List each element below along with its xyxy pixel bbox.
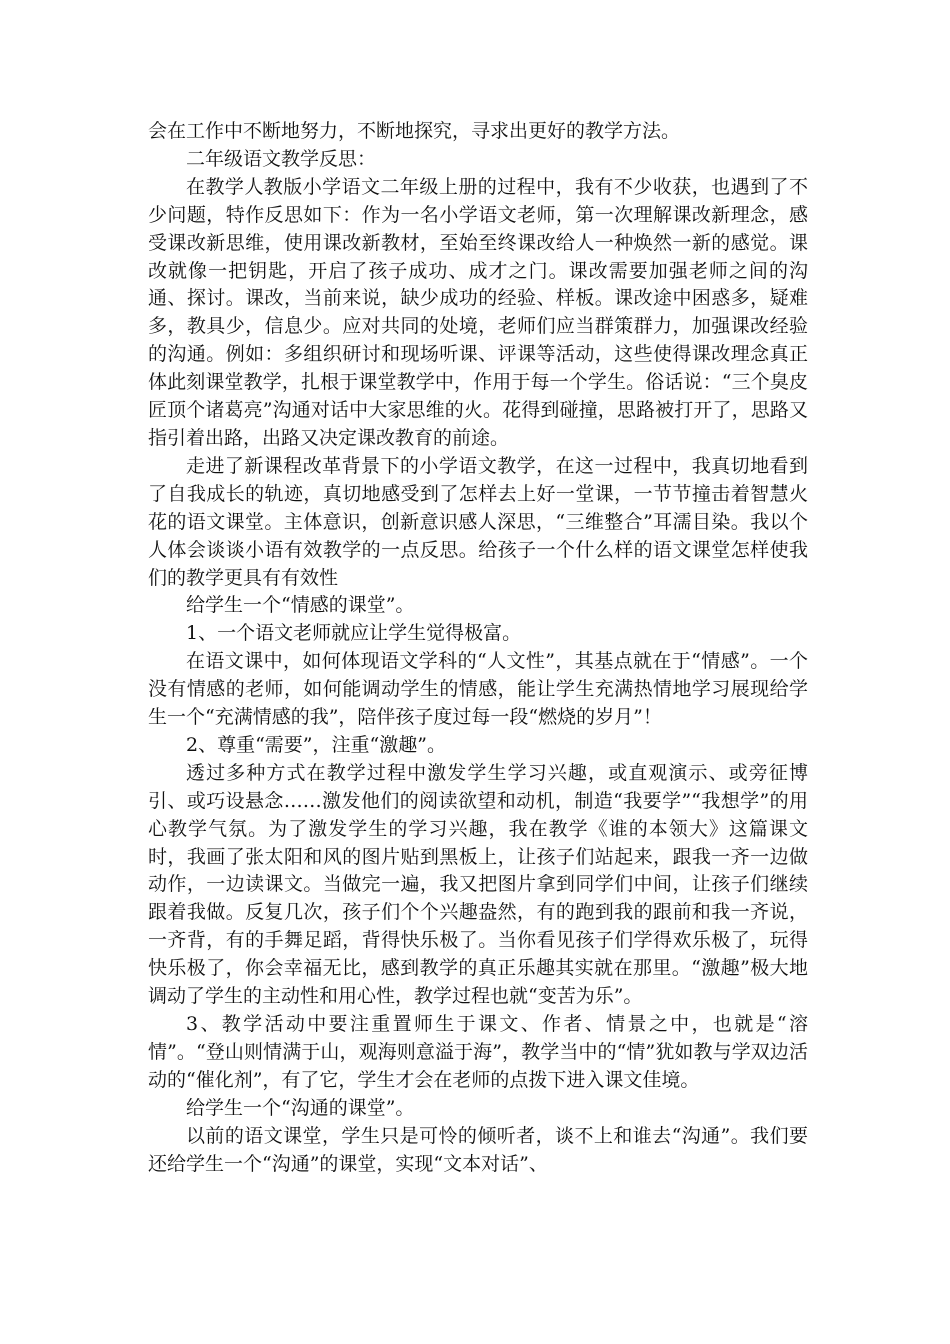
document-body <box>148 118 808 1178</box>
numbered-point: 2、尊重“需要”，注重“激趣”。 <box>186 733 446 756</box>
subheading: 给学生一个“沟通的课堂”。 <box>186 1096 415 1119</box>
numbered-point: 1、一个语文老师就应让学生觉得极富。 <box>186 622 522 645</box>
numbered-point: 3、教学活动中要注重置师生于课文、作者、情景之中，也就是“溶情”。“登山则情满于山，观海则意溢于海”，教学当中的“情”犹如教与学双边活动的“催化剂”，有了它，学生才会在老师的点拨下进入课文佳境。 <box>148 1013 808 1091</box>
section-heading: 二年级语文教学反思： <box>186 147 377 170</box>
paragraph: 走进了新课程改革背景下的小学语文教学，在这一过程中，我真切地看到了自我成长的轨迹，真切地感受到了怎样去上好一堂课，一节节撞击着智慧火花的语文课堂。主体意识，创新意识感人深思，“三维整合”耳濡目染。我以个人体会谈谈小语有效教学的一点反思。给孩子一个什么样的语文课堂怎样使我们的教学更具有有效性 <box>148 454 808 589</box>
subheading: 给学生一个“情感的课堂”。 <box>186 594 415 617</box>
paragraph: 以前的语文课堂，学生只是可怜的倾听者，谈不上和谁去“沟通”。我们要还给学生一个“沟通”的课堂，实现“文本对话”、 <box>148 1124 808 1175</box>
paragraph: 透过多种方式在教学过程中激发学生学习兴趣，或直观演示、或旁征博引、或巧设悬念……激发他们的阅读欲望和动机，制造“我要学”“我想学”的用心教学气氛。为了激发学生的学习兴趣，我在教学《谁的本领大》这篇课文时，我画了张太阳和风的图片贴到黑板上，让孩子们站起来，跟我一齐一边做动作，一边读课文。当做完一遍，我又把图片拿到同学们中间，让孩子们继续跟着我做。反复几次，孩子们个个兴趣盎然，有的跑到我的跟前和我一齐说，一齐背，有的手舞足蹈，背得快乐极了。当你看见孩子们学得欢乐极了，玩得快乐极了，你会幸福无比，感到教学的真正乐趣其实就在那里。“激趣”极大地调动了学生的主动性和用心性，教学过程也就“变苦为乐”。 <box>148 761 808 1008</box>
paragraph: 在教学人教版小学语文二年级上册的过程中，我有不少收获，也遇到了不少问题，特作反思如下：作为一名小学语文老师，第一次理解课改新理念，感受课改新思维，使用课改新教材，至始至终课改给人一种焕然一新的感觉。课改就像一把钥匙，开启了孩子成功、成才之门。课改需要加强老师之间的沟通、探讨。课改，当前来说，缺少成功的经验、样板。课改途中困惑多，疑难多，教具少，信息少。应对共同的处境，老师们应当群策群力，加强课改经验的沟通。例如：多组织研讨和现场听课、评课等活动，这些使得课改理念真正体此刻课堂教学，扎根于课堂教学中，作用于每一个学生。俗话说：“三个臭皮匠顶个诸葛亮”沟通对话中大家思维的火。花得到碰撞，思路被打开了，思路又指引着出路，出路又决定课改教育的前途。 <box>148 175 808 449</box>
paragraph: 在语文课中，如何体现语文学科的“人文性”，其基点就在于“情感”。一个没有情感的老师，如何能调动学生的情感，能让学生充满热情地学习展现给学生一个“充满情感的我”，陪伴孩子度过每一段“燃烧的岁月”！ <box>148 650 808 729</box>
paragraph-continuation: 会在工作中不断地努力，不断地探究，寻求出更好的教学方法。 <box>148 120 681 142</box>
